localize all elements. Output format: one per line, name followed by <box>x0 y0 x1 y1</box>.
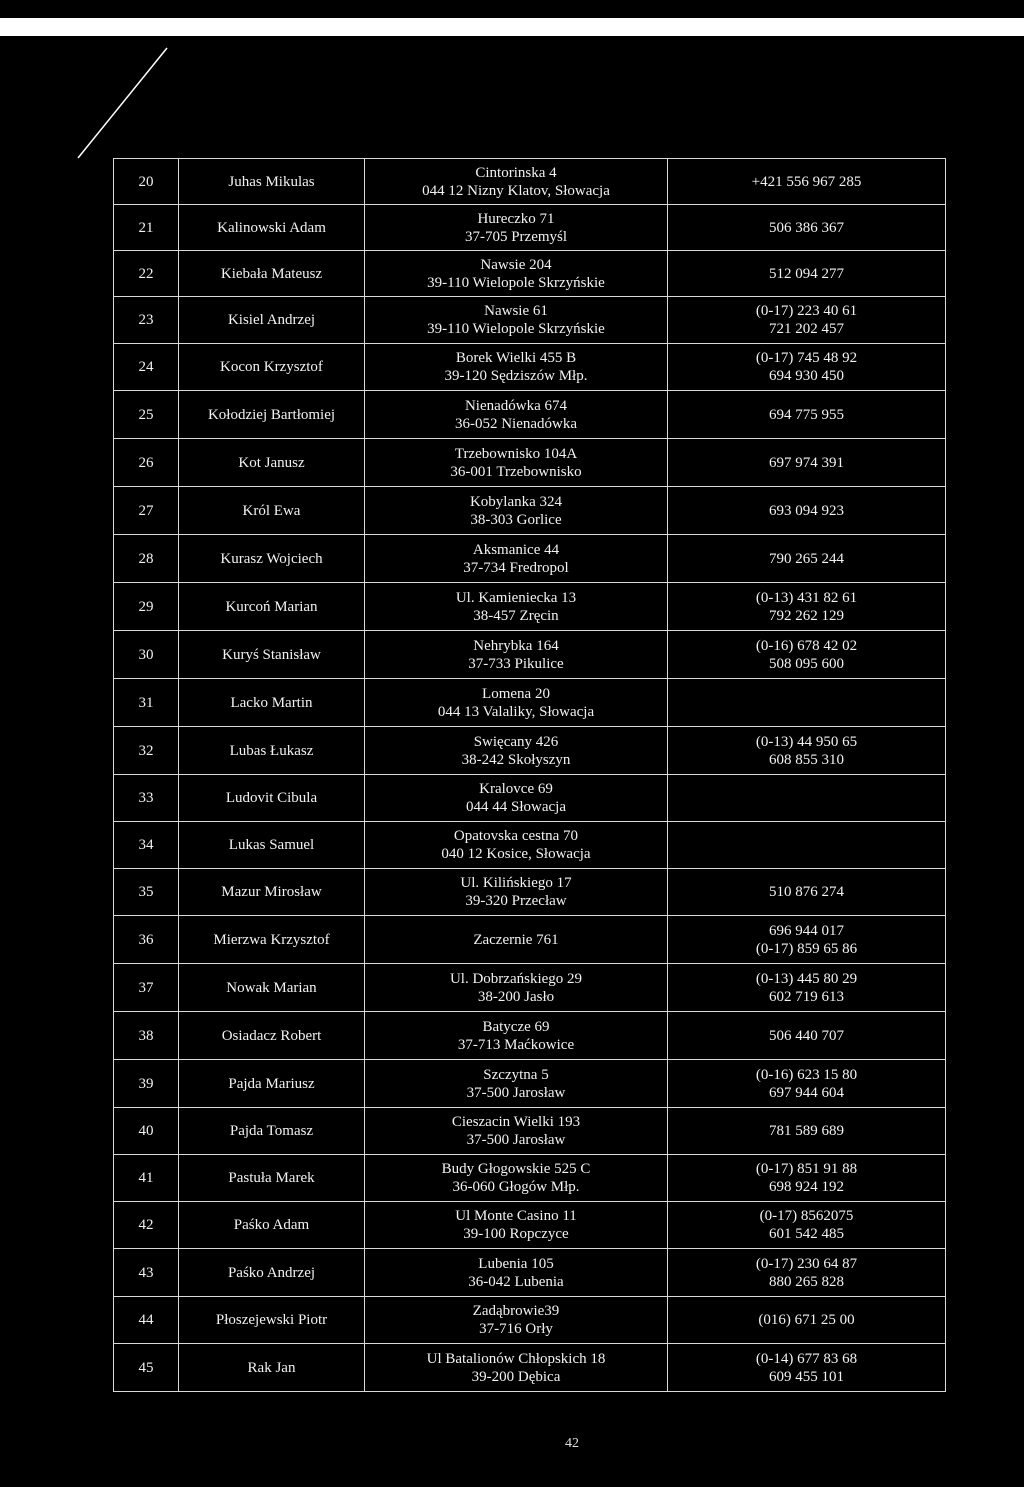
table-row <box>114 1155 946 1202</box>
cell-line: Cintorinska 4 <box>475 164 557 181</box>
cell-line: +421 556 967 285 <box>751 173 862 190</box>
address-cell <box>365 822 668 869</box>
cell-line: 696 944 017 <box>769 922 844 939</box>
address-cell <box>365 159 668 205</box>
row-number: 23 <box>114 297 179 344</box>
person-name: Juhas Mikulas <box>179 159 365 205</box>
row-number: 40 <box>114 1108 179 1155</box>
table-row <box>114 1249 946 1297</box>
person-name: Osiadacz Robert <box>179 1012 365 1060</box>
cell-line: 39-200 Dębica <box>471 1368 561 1385</box>
cell-line: 39-320 Przecław <box>465 893 567 909</box>
cell-line: 698 924 192 <box>769 1179 844 1195</box>
cell-line: 36-001 Trzebownisko <box>450 463 582 480</box>
phone-cell <box>668 159 946 205</box>
address-cell <box>365 1249 668 1297</box>
row-number: 32 <box>114 727 179 775</box>
row-number: 31 <box>114 679 179 727</box>
cell-line: 602 719 613 <box>769 988 844 1005</box>
phone-cell <box>668 1202 946 1249</box>
cell-line: 721 202 457 <box>769 321 844 337</box>
phone-cell <box>668 439 946 487</box>
row-number: 27 <box>114 487 179 535</box>
cell-line: 39-110 Wielopole Skrzyńskie <box>427 274 605 291</box>
table-row <box>114 1344 946 1392</box>
cell-line: 693 094 923 <box>769 502 844 519</box>
phone-cell <box>668 205 946 251</box>
table-row <box>114 205 946 251</box>
row-number: 42 <box>114 1202 179 1249</box>
row-number: 30 <box>114 631 179 679</box>
cell-line: 37-713 Maćkowice <box>457 1036 575 1053</box>
row-number: 22 <box>114 251 179 297</box>
cell-line: 37-705 Przemyśl <box>464 228 568 245</box>
address-cell <box>365 344 668 391</box>
cell-line: 36-052 Nienadówka <box>454 415 578 432</box>
cell-line: 044 12 Nizny Klatov, Słowacja <box>422 182 610 199</box>
cell-line: Nawsie 204 <box>480 256 552 273</box>
cell-line: Ul Batalionów Chłopskich 18 <box>426 1350 606 1367</box>
cell-line: (0-16) 623 15 80 <box>755 1066 858 1083</box>
table-row <box>114 159 946 205</box>
person-name: Paśko Adam <box>179 1202 365 1249</box>
phone-cell <box>668 1012 946 1060</box>
table-row <box>114 391 946 439</box>
table-row <box>114 679 946 727</box>
table-row <box>114 775 946 822</box>
cell-line: (0-13) 445 80 29 <box>755 970 858 987</box>
table-row <box>114 344 946 391</box>
table-row <box>114 1297 946 1344</box>
table-row <box>114 535 946 583</box>
cell-line: 697 944 604 <box>769 1084 844 1101</box>
phone-cell <box>668 1344 946 1392</box>
cell-line: Nehrybka 164 <box>473 637 559 654</box>
row-number: 20 <box>114 159 179 205</box>
phone-cell <box>668 727 946 775</box>
row-number: 44 <box>114 1297 179 1344</box>
phone-cell <box>668 297 946 344</box>
address-cell <box>365 439 668 487</box>
phone-cell <box>668 251 946 297</box>
person-name: Rak Jan <box>179 1344 365 1392</box>
cell-line: Hureczko 71 <box>477 210 555 227</box>
scan-diagonal-line <box>0 0 1024 170</box>
cell-line: Lomena 20 <box>482 685 550 702</box>
cell-line: (0-17) 851 91 88 <box>755 1161 858 1177</box>
cell-line: 512 094 277 <box>769 265 844 282</box>
cell-line: 608 855 310 <box>769 751 844 768</box>
table-row <box>114 1060 946 1108</box>
phone-cell <box>668 964 946 1012</box>
cell-line: Opatovska cestna 70 <box>453 828 579 844</box>
phone-cell <box>668 822 946 869</box>
cell-line: 781 589 689 <box>769 1123 844 1139</box>
table-row <box>114 487 946 535</box>
address-cell <box>365 487 668 535</box>
person-name: Płoszejewski Piotr <box>179 1297 365 1344</box>
person-name: Kiebała Mateusz <box>179 251 365 297</box>
person-name: Pajda Mariusz <box>179 1060 365 1108</box>
phone-cell <box>668 487 946 535</box>
row-number: 45 <box>114 1344 179 1392</box>
table-row <box>114 251 946 297</box>
person-name: Mierzwa Krzysztof <box>179 916 365 964</box>
phone-cell <box>668 631 946 679</box>
cell-line: Swięcany 426 <box>473 733 559 750</box>
address-cell <box>365 727 668 775</box>
table-row <box>114 439 946 487</box>
phone-cell <box>668 391 946 439</box>
table-row <box>114 1012 946 1060</box>
cell-line: 38-303 Gorlice <box>470 511 562 528</box>
cell-line: Szczytna 5 <box>483 1066 549 1083</box>
person-name: Kurcoń Marian <box>179 583 365 631</box>
row-number: 38 <box>114 1012 179 1060</box>
table-row <box>114 297 946 344</box>
address-cell <box>365 297 668 344</box>
cell-line: 38-457 Zręcin <box>473 607 559 624</box>
phone-cell <box>668 344 946 391</box>
cell-line: Ul. Kamieniecka 13 <box>455 589 577 606</box>
address-cell <box>365 391 668 439</box>
person-name: Kurasz Wojciech <box>179 535 365 583</box>
address-cell <box>365 775 668 822</box>
cell-line: Cieszacin Wielki 193 <box>451 1114 581 1130</box>
cell-line: 697 974 391 <box>769 454 844 471</box>
cell-line: Aksmanice 44 <box>472 541 560 558</box>
table-row <box>114 869 946 916</box>
cell-line: 39-120 Sędziszów Młp. <box>444 368 588 384</box>
cell-line: 36-060 Głogów Młp. <box>452 1179 580 1195</box>
person-name: Lukas Samuel <box>179 822 365 869</box>
cell-line: Zaczernie 761 <box>473 931 559 948</box>
row-number: 43 <box>114 1249 179 1297</box>
cell-line: (0-17) 745 48 92 <box>755 350 858 366</box>
row-number: 33 <box>114 775 179 822</box>
cell-line: 792 262 129 <box>769 607 844 624</box>
table-row <box>114 822 946 869</box>
cell-line: 044 13 Valaliky, Słowacja <box>437 703 595 720</box>
address-cell <box>365 916 668 964</box>
phone-cell <box>668 869 946 916</box>
cell-line: Zadąbrowie39 <box>472 1303 560 1319</box>
person-name: Paśko Andrzej <box>179 1249 365 1297</box>
cell-line: Trzebownisko 104A <box>454 445 578 462</box>
phone-cell <box>668 679 946 727</box>
cell-line: (0-17) 8562075 <box>759 1208 854 1224</box>
address-cell <box>365 205 668 251</box>
cell-line: Lubenia 105 <box>478 1255 554 1272</box>
person-name: Kot Janusz <box>179 439 365 487</box>
row-number: 28 <box>114 535 179 583</box>
address-cell <box>365 535 668 583</box>
cell-line: Ul. Kilińskiego 17 <box>460 875 572 891</box>
address-cell <box>365 1344 668 1392</box>
table-row <box>114 916 946 964</box>
cell-line: (016) 671 25 00 <box>758 1312 855 1328</box>
phone-cell <box>668 1155 946 1202</box>
cell-line: (0-17) 223 40 61 <box>755 303 858 319</box>
person-name: Kołodziej Bartłomiej <box>179 391 365 439</box>
cell-line: (0-17) 859 65 86 <box>755 940 858 957</box>
person-name: Pajda Tomasz <box>179 1108 365 1155</box>
person-name: Kalinowski Adam <box>179 205 365 251</box>
cell-line: Borek Wielki 455 B <box>455 350 577 366</box>
cell-line: 601 542 485 <box>769 1226 844 1242</box>
address-cell <box>365 1202 668 1249</box>
cell-line: Batycze 69 <box>482 1018 550 1035</box>
person-name: Kocon Krzysztof <box>179 344 365 391</box>
person-name: Kuryś Stanisław <box>179 631 365 679</box>
cell-line: 37-716 Orły <box>479 1321 553 1337</box>
address-cell <box>365 679 668 727</box>
cell-line: Nawsie 61 <box>484 303 548 319</box>
address-cell <box>365 1297 668 1344</box>
cell-line: 37-500 Jarosław <box>466 1132 566 1148</box>
cell-line: Kobylanka 324 <box>469 493 563 510</box>
row-number: 35 <box>114 869 179 916</box>
cell-line: 790 265 244 <box>769 550 844 567</box>
cell-line: 37-733 Pikulice <box>468 655 564 672</box>
row-number: 26 <box>114 439 179 487</box>
row-number: 39 <box>114 1060 179 1108</box>
person-name: Lubas Łukasz <box>179 727 365 775</box>
address-cell <box>365 251 668 297</box>
person-name: Ludovit Cibula <box>179 775 365 822</box>
row-number: 29 <box>114 583 179 631</box>
row-number: 21 <box>114 205 179 251</box>
cell-line: 506 386 367 <box>769 219 844 236</box>
person-name: Król Ewa <box>179 487 365 535</box>
cell-line: 36-042 Lubenia <box>468 1273 564 1290</box>
phone-cell <box>668 775 946 822</box>
cell-line: Budy Głogowskie 525 C <box>441 1161 591 1177</box>
phone-cell <box>668 1060 946 1108</box>
person-name: Pastuła Marek <box>179 1155 365 1202</box>
address-cell <box>365 583 668 631</box>
address-cell <box>365 1108 668 1155</box>
address-cell <box>365 1060 668 1108</box>
cell-line: 37-734 Fredropol <box>463 559 569 576</box>
phone-cell <box>668 916 946 964</box>
cell-line: (0-17) 230 64 87 <box>755 1255 858 1272</box>
phone-cell <box>668 535 946 583</box>
address-cell <box>365 869 668 916</box>
cell-line: Ul. Dobrzańskiego 29 <box>449 970 583 987</box>
cell-line: Ul Monte Casino 11 <box>455 1208 577 1224</box>
address-cell <box>365 1155 668 1202</box>
cell-line: 694 775 955 <box>769 406 844 423</box>
person-name: Lacko Martin <box>179 679 365 727</box>
cell-line: 39-110 Wielopole Skrzyńskie <box>427 321 605 337</box>
table-row <box>114 1202 946 1249</box>
cell-line: 508 095 600 <box>769 655 844 672</box>
cell-line: 510 876 274 <box>769 884 844 900</box>
cell-line: Nienadówka 674 <box>464 397 568 414</box>
cell-line: 506 440 707 <box>769 1027 844 1044</box>
cell-line: 609 455 101 <box>769 1368 844 1385</box>
person-name: Kisiel Andrzej <box>179 297 365 344</box>
phone-cell <box>668 1249 946 1297</box>
row-number: 34 <box>114 822 179 869</box>
page-number: 42 <box>565 1436 579 1451</box>
cell-line: 38-242 Skołyszyn <box>461 751 571 768</box>
cell-line: 38-200 Jasło <box>477 988 555 1005</box>
cell-line: 694 930 450 <box>769 368 844 384</box>
table-row <box>114 964 946 1012</box>
phone-cell <box>668 583 946 631</box>
cell-line: 044 44 Słowacja <box>466 799 566 815</box>
cell-line: (0-13) 431 82 61 <box>755 589 858 606</box>
row-number: 37 <box>114 964 179 1012</box>
phone-cell <box>668 1297 946 1344</box>
address-cell <box>365 1012 668 1060</box>
cell-line: (0-13) 44 950 65 <box>755 733 858 750</box>
cell-line: Kralovce 69 <box>479 781 553 797</box>
address-cell <box>365 631 668 679</box>
cell-line: 040 12 Kosice, Słowacja <box>441 846 591 862</box>
person-name: Mazur Mirosław <box>179 869 365 916</box>
row-number: 41 <box>114 1155 179 1202</box>
row-number: 36 <box>114 916 179 964</box>
row-number: 24 <box>114 344 179 391</box>
cell-line: (0-16) 678 42 02 <box>755 637 858 654</box>
cell-line: 39-100 Ropczyce <box>463 1226 569 1242</box>
row-number: 25 <box>114 391 179 439</box>
cell-line: 880 265 828 <box>769 1273 844 1290</box>
cell-line: (0-14) 677 83 68 <box>755 1350 858 1367</box>
phone-cell <box>668 1108 946 1155</box>
table-row <box>114 583 946 631</box>
address-cell <box>365 964 668 1012</box>
table-row <box>114 727 946 775</box>
cell-line: 37-500 Jarosław <box>466 1084 566 1101</box>
table-row <box>114 1108 946 1155</box>
member-table <box>113 158 946 1392</box>
table-row <box>114 631 946 679</box>
person-name: Nowak Marian <box>179 964 365 1012</box>
